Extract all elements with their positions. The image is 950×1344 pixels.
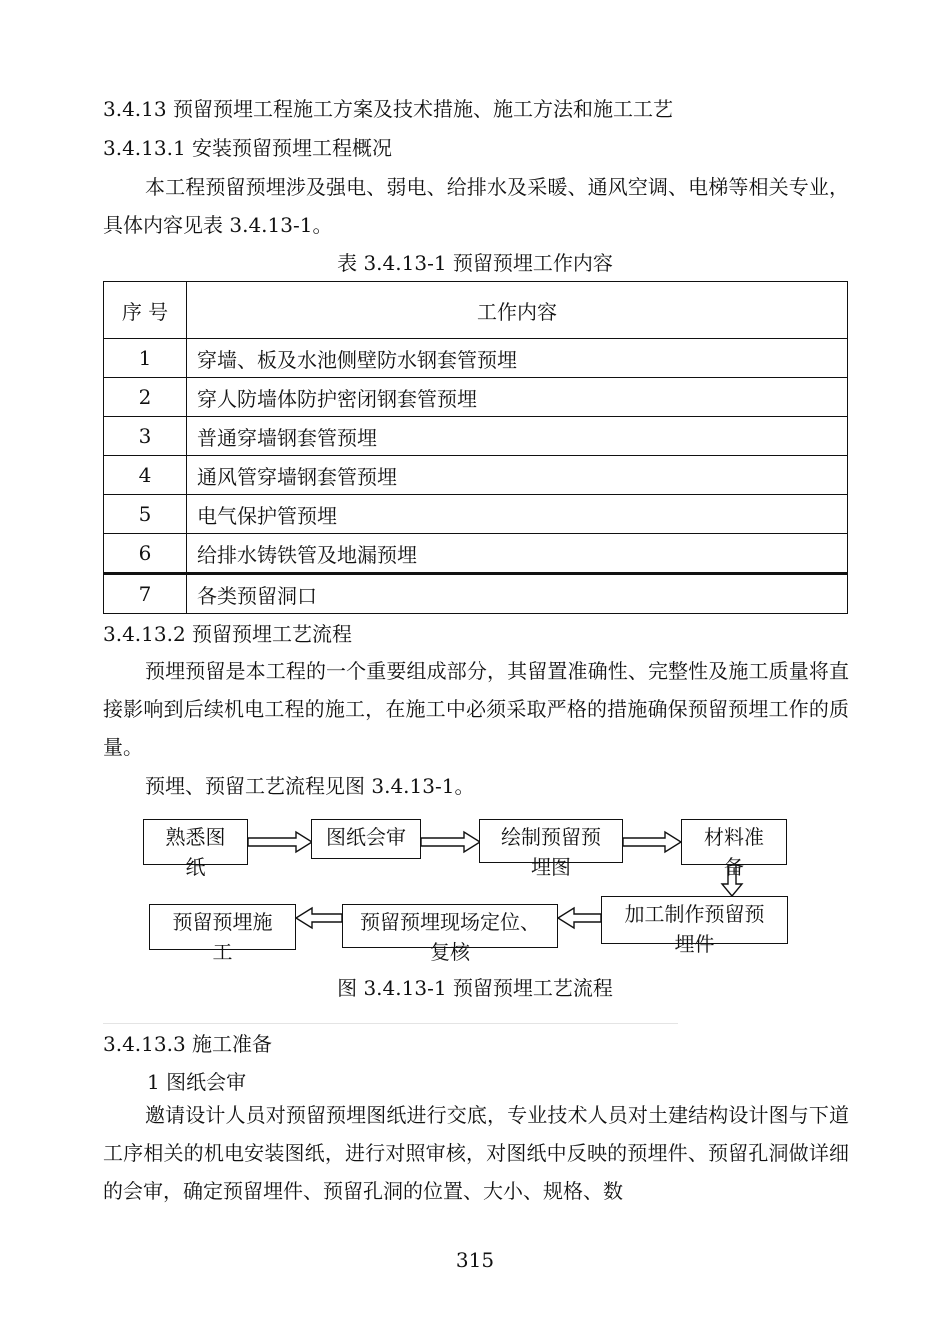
header-number: 序 号 [104,282,187,339]
paragraph-overview: 本工程预留预埋涉及强电、弱电、给排水及采暖、通风空调、电梯等相关专业，具体内容见表 3.4.13-1。 [103,175,849,237]
flow-step-draw-plans [479,819,623,879]
paragraph-process: 预埋预留是本工程的一个重要组成部分，其留置准确性、完整性及施工质量将直接影响到后续机电工程的施工，在施工中必须采取严格的措施确保预留预埋工作的质量。 [103,659,849,759]
sub-item-heading: 1 图纸会审 [147,1070,247,1094]
row-number: 2 [104,378,187,417]
step-text: 备 [724,855,744,879]
row-number: 7 [104,574,187,614]
table-caption: 表 3.4.13-1 预留预埋工作内容 [337,251,613,275]
row-content: 普通穿墙钢套管预埋 [187,417,848,456]
arrow-right-icon [623,832,681,852]
divider [103,1023,678,1024]
row-content: 通风管穿墙钢套管预埋 [187,456,848,495]
flow-step-construction [149,904,296,964]
row-number: 1 [104,339,187,378]
step-text: 熟悉图 [165,825,226,849]
subsection-heading-1: 3.4.13.1 安装预留预埋工程概况 [103,136,393,160]
row-number: 5 [104,495,187,534]
step-text: 材料准 [704,825,764,849]
step-text: 纸 [185,855,206,879]
subsection-heading-3: 3.4.13.3 施工准备 [103,1032,273,1056]
flow-step-study-drawings [143,819,248,879]
header-content: 工作内容 [187,282,848,339]
arrow-left-icon [558,908,601,928]
arrow-left-icon [296,908,342,928]
flow-step-fabricate-parts [601,896,788,956]
row-number: 6 [104,534,187,574]
row-content: 电气保护管预埋 [187,495,848,534]
step-text: 埋图 [531,855,571,879]
flow-step-drawing-review [311,819,421,859]
step-text: 工 [212,940,233,964]
step-text: 复核 [430,940,470,964]
step-text: 预留预埋现场定位、 [360,910,540,934]
paragraph-drawing-review: 邀请设计人员对预留预埋图纸进行交底，专业技术人员对土建结构设计图与下道工序相关的机电安装图纸，进行对照审核，对图纸中反映的预埋件、预留孔洞做详细的会审，确定预留埋件、预留孔洞的位置、大小、规格、数 [103,1103,849,1203]
step-text: 加工制作预留预 [624,902,765,926]
step-text: 埋件 [674,932,715,956]
step-text: 图纸会审 [326,825,406,849]
step-text: 绘制预留预 [501,825,601,849]
paragraph-flow-ref: 预埋、预留工艺流程见图 3.4.13-1。 [145,774,475,798]
row-content: 给排水铸铁管及地漏预埋 [187,534,848,574]
subsection-heading-2: 3.4.13.2 预留预埋工艺流程 [103,622,353,646]
arrow-right-icon [421,832,480,852]
row-number: 4 [104,456,187,495]
arrow-right-icon [248,832,312,852]
figure-caption: 图 3.4.13-1 预留预埋工艺流程 [337,976,613,1000]
flow-step-site-positioning [342,904,558,964]
page-number: 315 [455,1248,495,1272]
step-text: 预留预埋施 [172,910,273,934]
row-content: 各类预留洞口 [187,574,848,614]
row-number: 3 [104,417,187,456]
row-content: 穿人防墙体防护密闭钢套管预埋 [187,378,848,417]
row-content: 穿墙、板及水池侧壁防水钢套管预埋 [187,339,848,378]
section-heading: 3.4.13 预留预埋工程施工方案及技术措施、施工方法和施工工艺 [103,97,673,121]
flow-step-material-prep [681,819,787,879]
